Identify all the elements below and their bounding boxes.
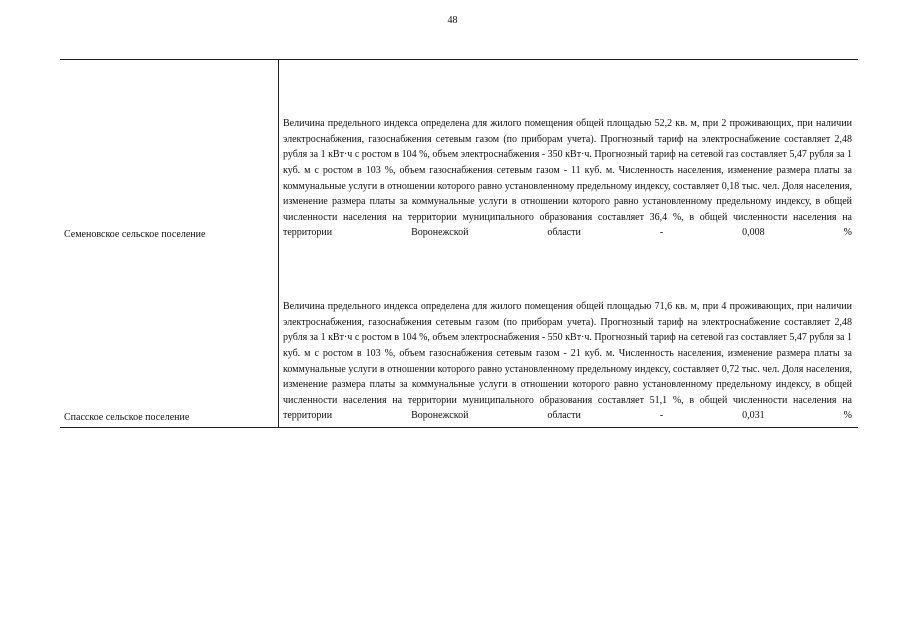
description-cell — [279, 244, 859, 428]
settlements-table — [60, 59, 858, 428]
page-number: 48 — [447, 15, 458, 26]
table-row — [60, 60, 858, 245]
settlement-name-cell: Спасское сельское поселение — [60, 244, 279, 428]
table-row — [60, 244, 858, 428]
description-text: Величина предельного индекса определена для жилого помещения общей площадью 71,6 кв. м, при 4 проживающих, при наличии электроснабжения, газоснабжения сетевым газом (по приборам учета). Прогнозный тариф на электроснабжение составляет 2,48 рубля за 1 кВт·ч с ростом в 104 %, объем электроснабжения - 550 кВт·ч. Прогнозный тариф на сетевой газ составляет 5,47 рубля за 1 куб. м с ростом в 103 %, объем газоснабжения сетевым газом - 21 куб. м. Численность населения, изменение размера платы за коммунальные услуги в отношении которого равно установленному предельному индексу, составляет 0,72 тыс. чел. Доля населения, изменение размера платы за коммунальные услуги в отношении которого равно установленному предельному индексу, в общей численности населения на территории муниципального образования составляет 51,1 %, в общей численности населения на территории Воронежской области - 0,031 % — [283, 301, 852, 422]
description-text: Величина предельного индекса определена для жилого помещения общей площадью 52,2 кв. м, при 2 проживающих, при наличии электроснабжения, газоснабжения сетевым газом (по приборам учета). Прогнозный тариф на электроснабжение составляет 2,48 рубля за 1 кВт·ч с ростом в 104 %, объем электроснабжения - 350 кВт·ч. Прогнозный тариф на сетевой газ составляет 5,47 рубля за 1 куб. м с ростом в 103 %, объем газоснабжения сетевым газом - 11 куб. м. Численность населения, изменение размера платы за коммунальные услуги в отношении которого равно установленному предельному индексу, составляет 0,18 тыс. чел. Доля населения, изменение размера платы за коммунальные услуги в отношении которого равно установленному предельному индексу, в общей численности населения на территории муниципального образования составляет 36,4 %, в общей численности населения на территории Воронежской области - 0,008 % — [283, 118, 852, 239]
description-cell — [279, 60, 859, 245]
settlement-name-cell: Семеновское сельское поселение — [60, 60, 279, 245]
